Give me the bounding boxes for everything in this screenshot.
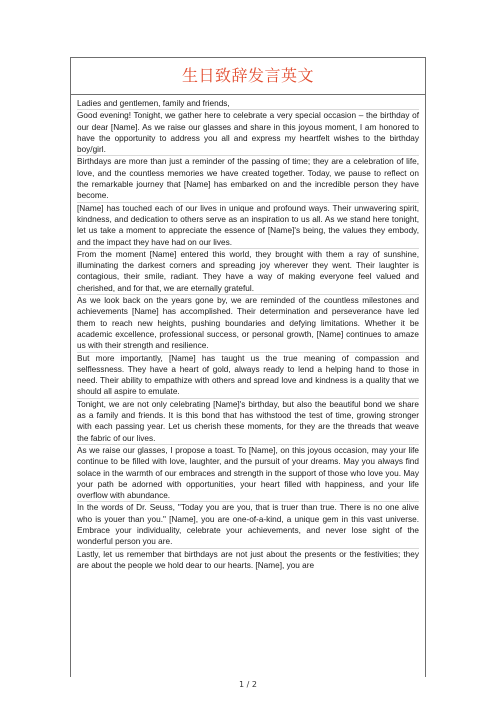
paragraph: Lastly, let us remember that birthdays are not just about the presents or the festivities; they are about the people we hold dear to our hearts. [Name], you are [77,549,419,570]
page-number: 1 / 2 [239,680,257,689]
document-body [71,95,425,571]
paragraph: From the moment [Name] entered this world, they brought with them a ray of sunshine, illuminating the darkest corners and spreading joy wherever they went. Their laughter is contagious, their smile, radiant. They have a way of making everyone feel valued and cherished, and for that, we are eternally grateful. [77,249,419,295]
paragraph: Good evening! Tonight, we gather here to celebrate a very special occasion – the birthday of our dear [Name]. As we raise our glasses and share in this joyous moment, I am honored to have the opportunity to address you all and express my heartfelt wishes to the birthday boy/girl. [77,110,419,156]
paragraph: As we raise our glasses, I propose a toast. To [Name], on this joyous occasion, may your life continue to be filled with love, laughter, and the pursuit of your dreams. May you always find solace in the warmth of our embraces and strength in the support of those who love you. May your path be adorned with opportunities, your heart filled with happiness, and your life overflow with abundance. [77,445,419,502]
paragraph: Tonight, we are not only celebrating [Name]'s birthday, but also the beautiful bond we share as a family and friends. It is this bond that has withstood the test of time, growing stronger with each passing year. Let us cherish these moments, for they are the threads that weave the fabric of our lives. [77,399,419,445]
paragraph: In the words of Dr. Seuss, "Today you are you, that is truer than true. There is no one alive who is youer than you." [Name], you are one-of-a-kind, a unique gem in this vast universe. Embrace your individuality, celebrate your achievements, and never lose sight of the wonderful person you are. [77,502,419,548]
paragraph: Birthdays are more than just a reminder of the passing of time; they are a celebration of life, love, and the countless memories we have created together. Today, we pause to reflect on the remarkable journey that [Name] has embarked on and the incredible person they have become. [77,156,419,202]
document-page [70,57,426,677]
paragraph: As we look back on the years gone by, we are reminded of the countless milestones and achievements [Name] has accomplished. Their determination and perseverance have led them to reach new heights, pushing boundaries and defying limitations. Whether it be academic excellence, professional success, or personal growth, [Name] continues to amaze us with their strength and resilience. [77,295,419,352]
document-title: 生日致辞发言英文 [71,58,425,95]
paragraph: Ladies and gentlemen, family and friends, [77,98,419,110]
paragraph: But more importantly, [Name] has taught us the true meaning of compassion and selflessness. They have a heart of gold, always ready to lend a helping hand to those in need. Their ability to empathize with others and spread love and kindness is a quality that we should all aspire to emulate. [77,353,419,399]
paragraph: [Name] has touched each of our lives in unique and profound ways. Their unwavering spirit, kindness, and dedication to others serve as an inspiration to us all. As we stand here tonight, let us take a moment to appreciate the essence of [Name]'s being, the values they embody, and the impact they have had on our lives. [77,203,419,249]
